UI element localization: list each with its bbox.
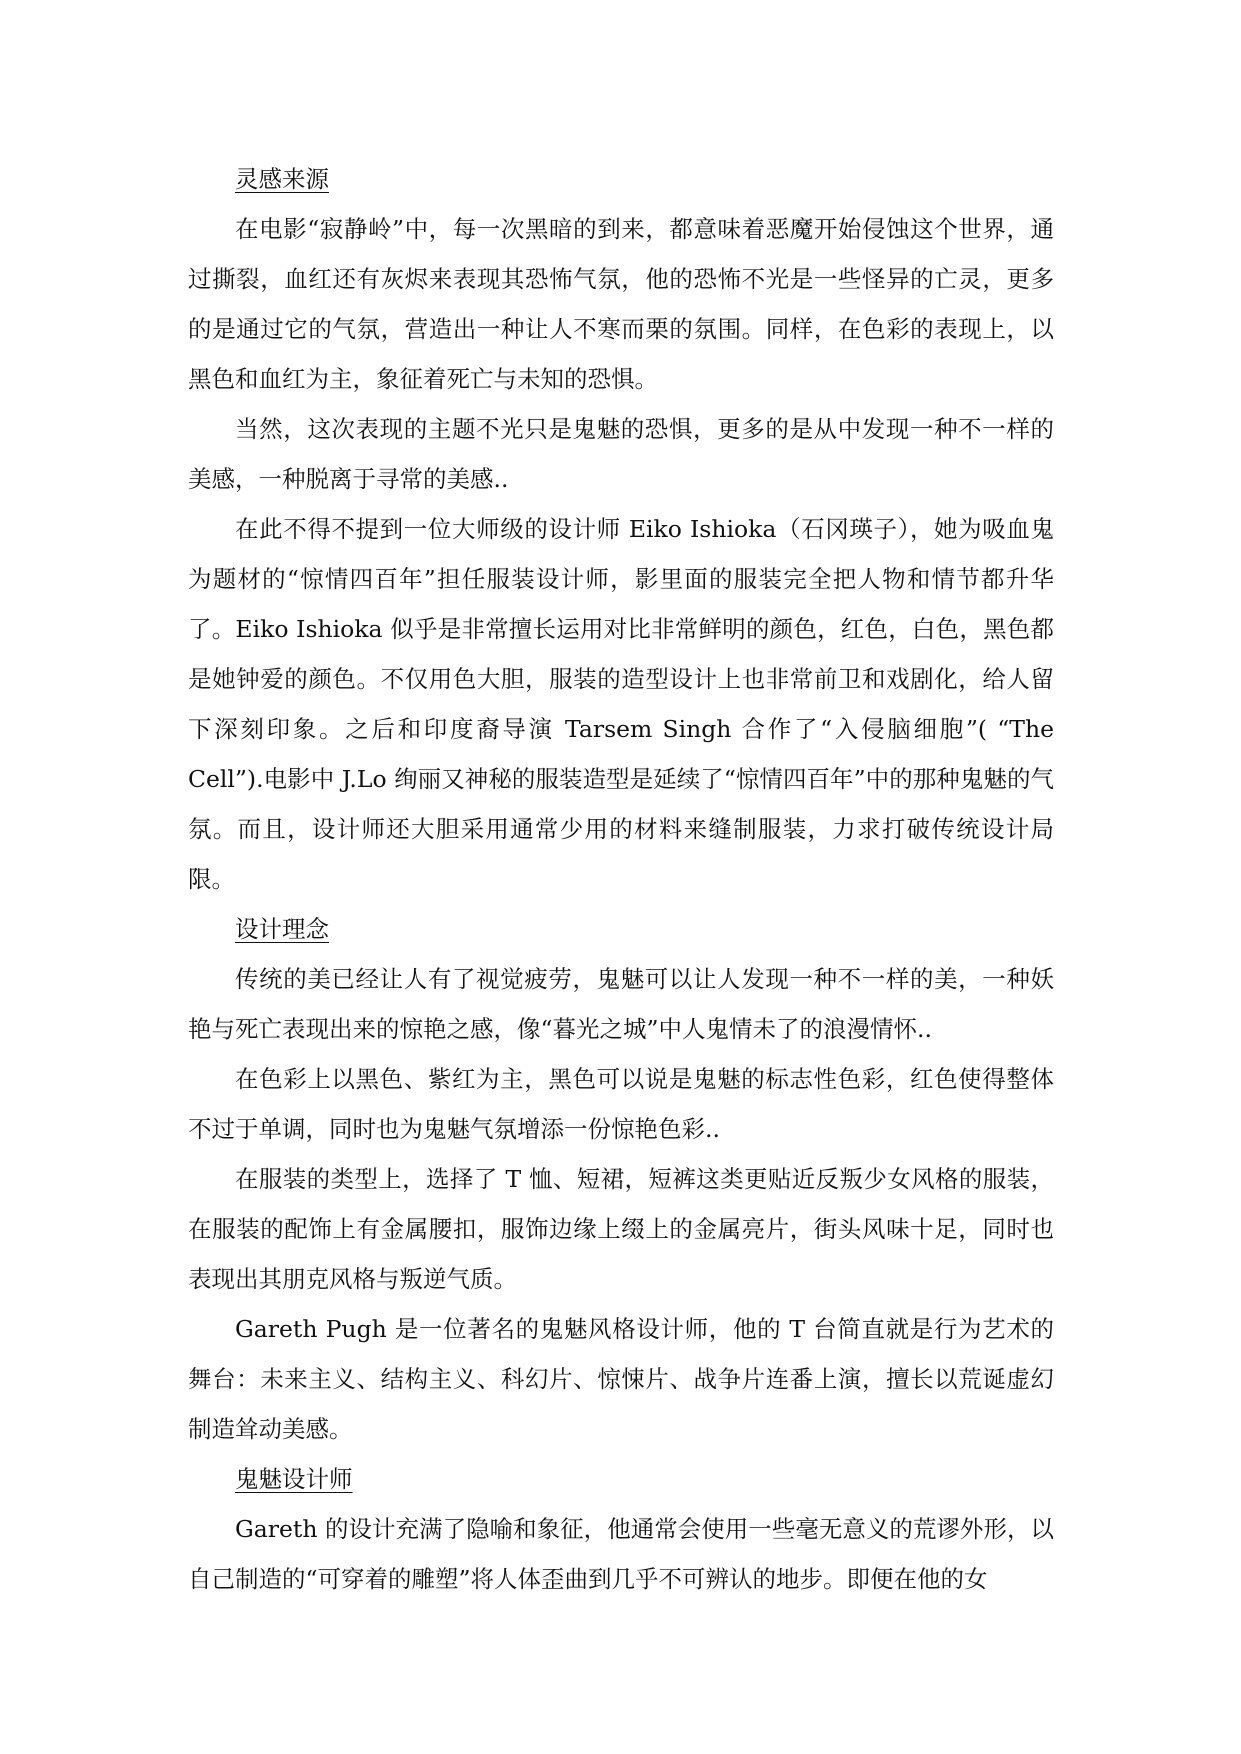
paragraph-eiko-ishioka: 在此不得不提到一位大师级的设计师 Eiko Ishioka（石冈瑛子），她为吸血鬼为题材的“惊情四百年”担任服装设计师，影里面的服装完全把人物和情节都升华了。Eiko Ishioka 似乎是非常擅长运用对比非常鲜明的颜色，红色，白色，黑色都是她钟爱的颜色。不仅用色大胆，服装的造型设计上也非常前卫和戏剧化，给人留下深刻印象。之后和印度裔导演 Tarsem Singh 合作了“入侵脑细胞”( “The Cell”).电影中 J.Lo 绚丽又神秘的服装造型是延续了“惊情四百年”中的那种鬼魅的气氛。而且，设计师还大胆采用通常少用的材料来缝制服装，力求打破传统设计局限。 xyxy=(188,515,1054,893)
document-body xyxy=(188,154,1054,1604)
paragraph-beauty: 传统的美已经让人有了视觉疲劳，鬼魅可以让人发现一种不一样的美，一种妖艳与死亡表现出来的惊艳之感，像“暮光之城”中人鬼情未了的浪漫情怀.. xyxy=(188,965,1054,1043)
section-heading-design-concept: 设计理念 xyxy=(235,915,329,943)
paragraph-silent-hill: 在电影“寂静岭”中，每一次黑暗的到来，都意味着恶魔开始侵蚀这个世界，通过撕裂，血红还有灰烬来表现其恐怖气氛，他的恐怖不光是一些怪异的亡灵，更多的是通过它的气氛，营造出一种让人不寒而栗的氛围。同样，在色彩的表现上，以黑色和血红为主，象征着死亡与未知的恐惧。 xyxy=(188,215,1054,393)
section-heading-designer: 鬼魅设计师 xyxy=(235,1465,353,1493)
paragraph-theme: 当然，这次表现的主题不光只是鬼魅的恐惧，更多的是从中发现一种不一样的美感，一种脱离于寻常的美感.. xyxy=(188,415,1054,493)
paragraph-garment-type: 在服装的类型上，选择了 T 恤、短裙，短裤这类更贴近反叛少女风格的服装，在服装的配饰上有金属腰扣，服饰边缘上缀上的金属亮片，街头风味十足，同时也表现出其朋克风格与叛逆气质。 xyxy=(188,1165,1054,1293)
section-heading-inspiration: 灵感来源 xyxy=(235,165,329,193)
paragraph-gareth-pugh: Gareth Pugh 是一位著名的鬼魅风格设计师，他的 T 台简直就是行为艺术的舞台：未来主义、结构主义、科幻片、惊悚片、战争片连番上演，擅长以荒诞虚幻制造耸动美感。 xyxy=(188,1315,1054,1443)
paragraph-gareth-design: Gareth 的设计充满了隐喻和象征，他通常会使用一些毫无意义的荒谬外形，以自己制造的“可穿着的雕塑”将人体歪曲到几乎不可辨认的地步。即便在他的女 xyxy=(188,1515,1054,1593)
paragraph-color: 在色彩上以黑色、紫红为主，黑色可以说是鬼魅的标志性色彩，红色使得整体不过于单调，同时也为鬼魅气氛增添一份惊艳色彩.. xyxy=(188,1065,1054,1143)
